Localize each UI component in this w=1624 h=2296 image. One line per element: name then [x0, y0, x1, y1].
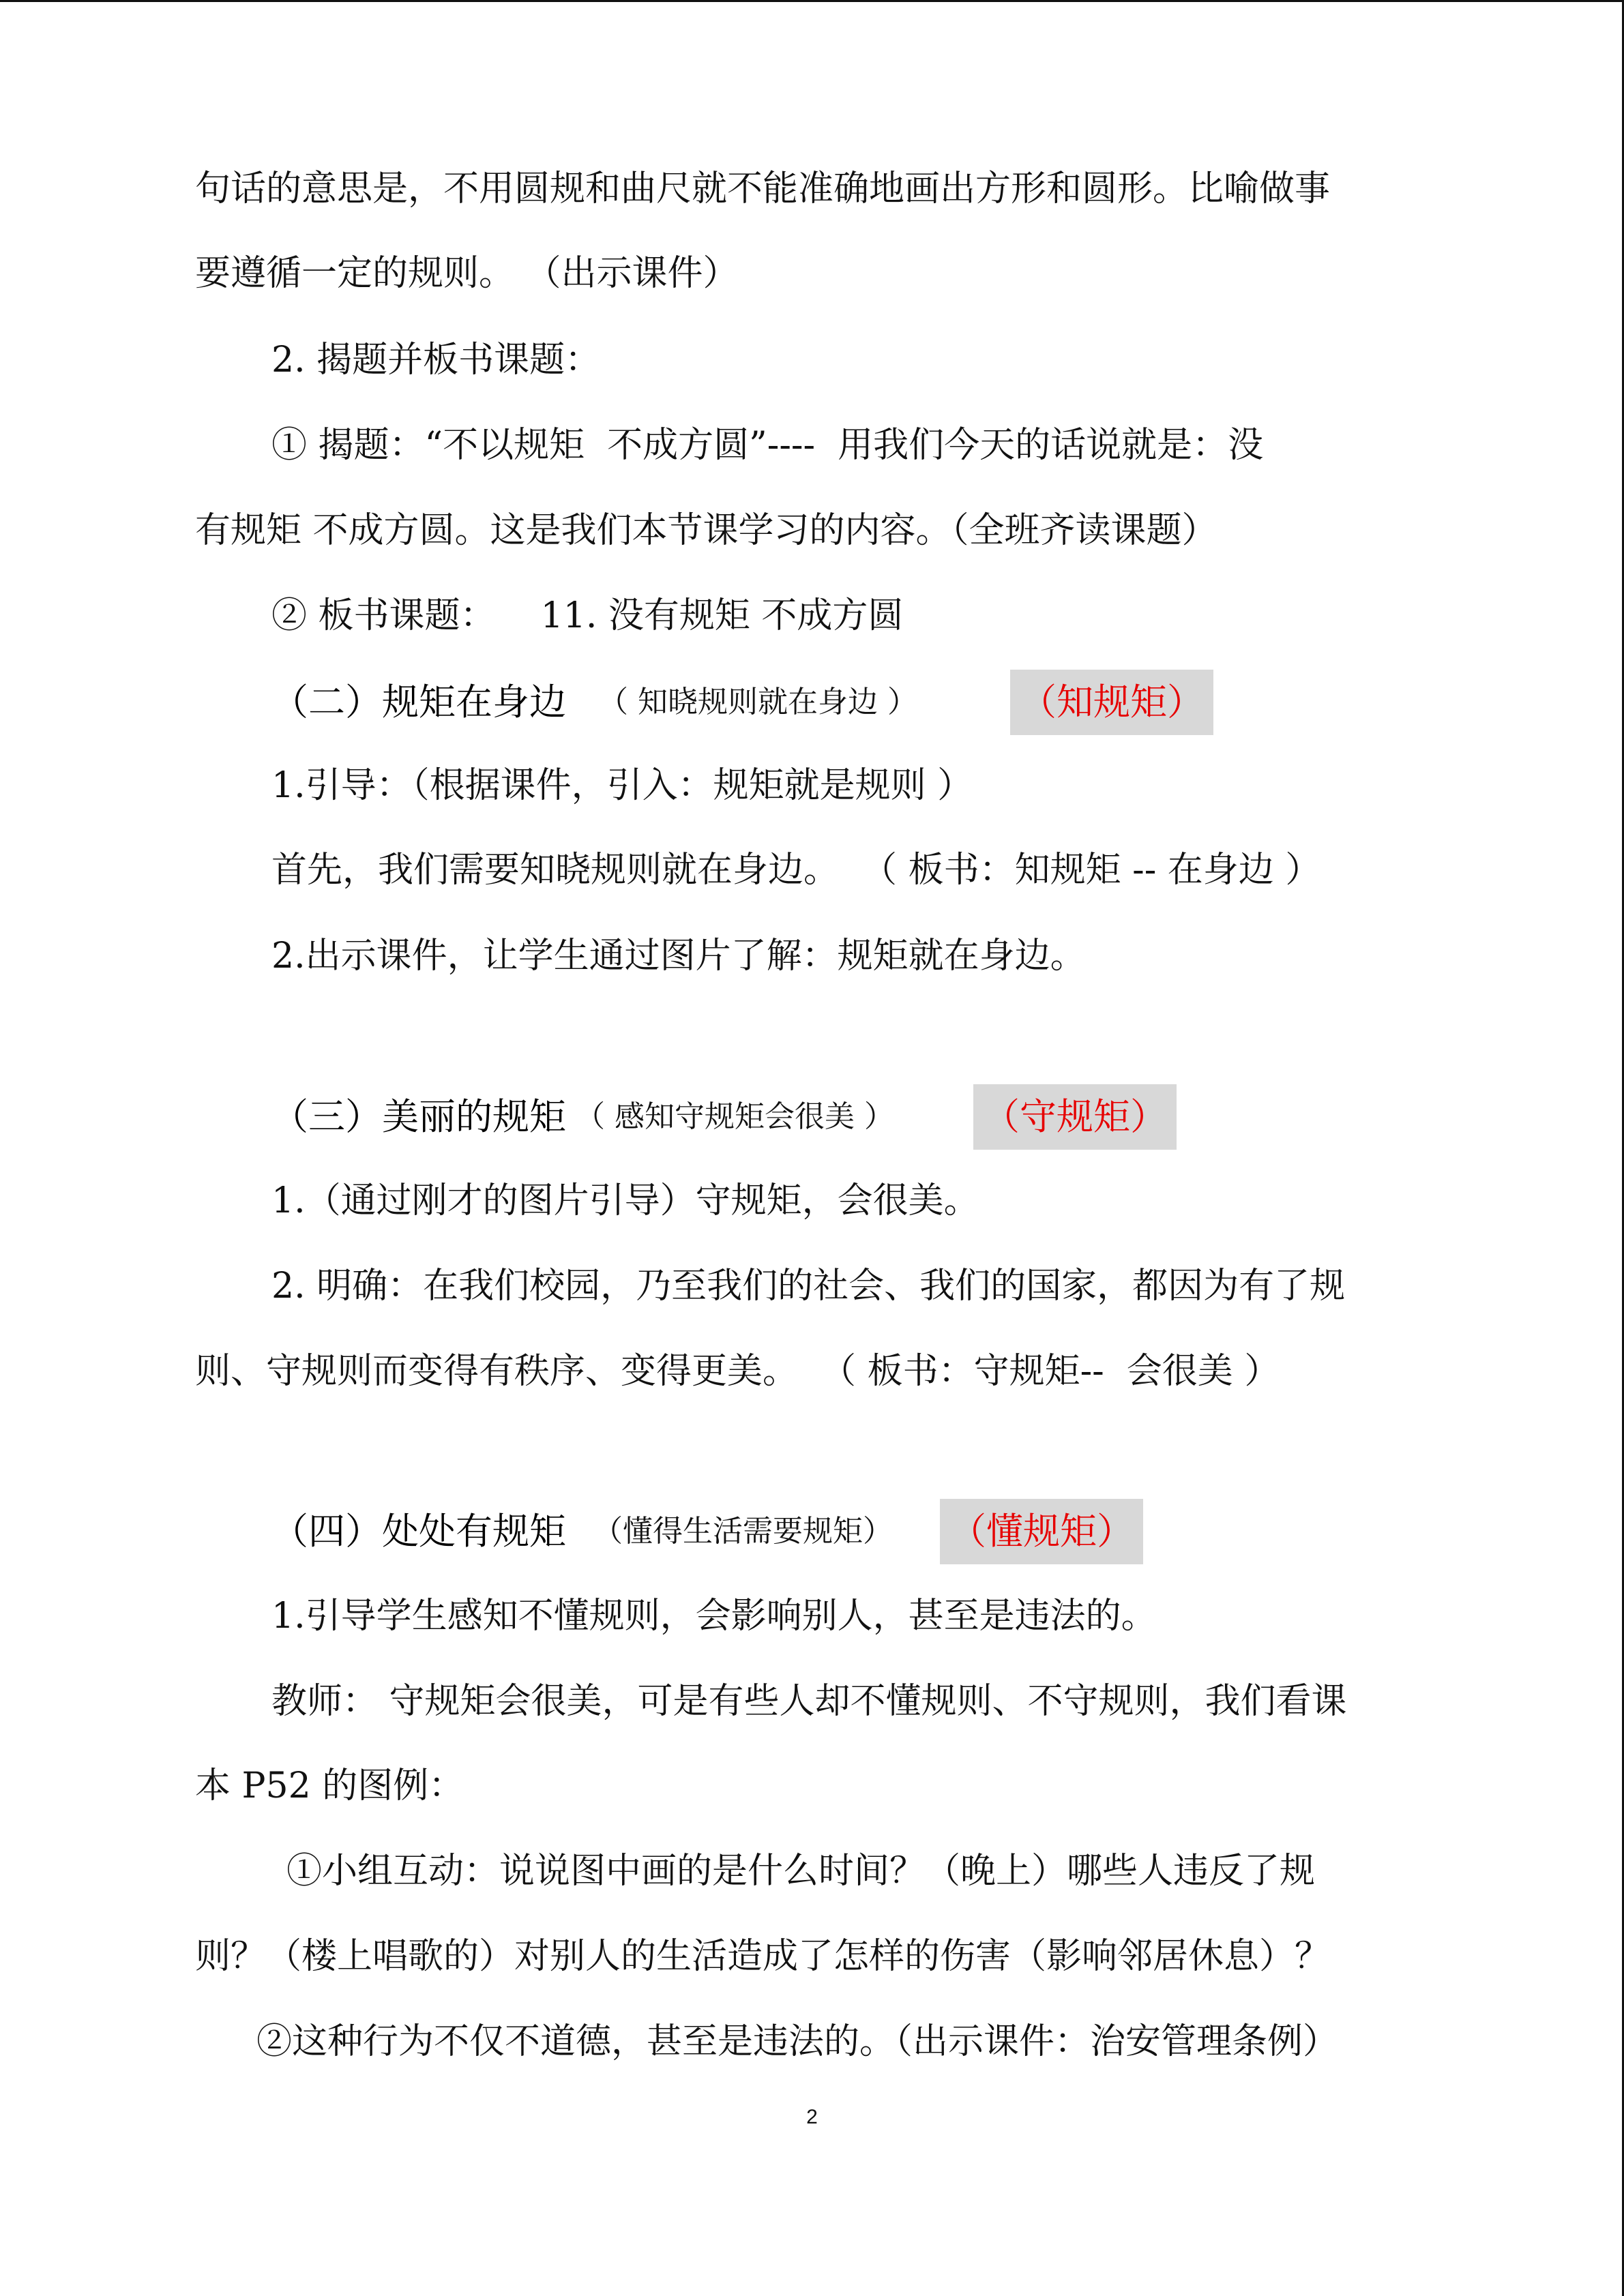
- body-line: 2. 揭题并板书课题：: [271, 340, 601, 381]
- body-line: 2.出示课件，让学生通过图片了解：规矩就在身边。: [271, 936, 1086, 976]
- page-border-top: [0, 0, 1624, 2]
- body-line: 1.（通过刚才的图片引导）守规矩，会很美。: [271, 1180, 979, 1221]
- section-badge: （知规矩）: [1010, 670, 1213, 735]
- body-line: 本 P52 的图例：: [195, 1765, 464, 1806]
- body-line: 教师： 守规矩会很美，可是有些人却不懂规则、不守规则，我们看课: [271, 1681, 1347, 1722]
- section-note: （ 知晓规则就在身边 ）: [598, 685, 917, 719]
- body-line: 则、守规则而变得有秩序、变得更美。 （ 板书：守规矩-- 会很美 ）: [195, 1351, 1280, 1392]
- body-line: 要遵循一定的规则。 （出示课件）: [195, 253, 739, 294]
- body-line: 有规矩 不成方圆。这是我们本节课学习的内容。（全班齐读课题）: [195, 510, 1217, 551]
- section-title: （四）处处有规矩: [271, 1510, 566, 1553]
- body-line: 1.引导学生感知不懂规则，会影响别人，甚至是违法的。: [271, 1596, 1157, 1637]
- section-badge: （懂规矩）: [940, 1499, 1143, 1564]
- page-number: 2: [806, 2106, 818, 2128]
- body-line: ①小组互动：说说图中画的是什么时间？（晚上）哪些人违反了规: [286, 1851, 1316, 1892]
- section-title: （二）规矩在身边: [271, 681, 566, 724]
- section-note: （懂得生活需要规矩）: [593, 1514, 893, 1549]
- body-line: 1.引导：（根据课件，引入：规矩就是规则 ）: [271, 765, 973, 806]
- body-line: 2. 明确：在我们校园，乃至我们的社会、我们的国家，都因为有了规: [271, 1266, 1346, 1307]
- body-line: ② 板书课题： 11. 没有规矩 不成方圆: [271, 595, 904, 636]
- section-title: （三）美丽的规矩: [271, 1095, 566, 1138]
- body-line: 则？（楼上唱歌的）对别人的生活造成了怎样的伤害（影响邻居休息）？: [195, 1936, 1331, 1977]
- section-badge: （守规矩）: [973, 1084, 1177, 1150]
- body-line: 句话的意思是，不用圆规和曲尺就不能准确地画出方形和圆形。比喻做事: [195, 168, 1331, 209]
- body-line: ②这种行为不仅不道德，甚至是违法的。（出示课件：治安管理条例）: [256, 2021, 1339, 2062]
- body-line: ① 揭题：“不以规矩 不成方圆”---- 用我们今天的话说就是：没: [271, 425, 1264, 466]
- section-note: （ 感知守规矩会很美 ）: [575, 1099, 894, 1134]
- body-line: 首先，我们需要知晓规则就在身边。 （ 板书：知规矩 -- 在身边 ）: [271, 850, 1321, 891]
